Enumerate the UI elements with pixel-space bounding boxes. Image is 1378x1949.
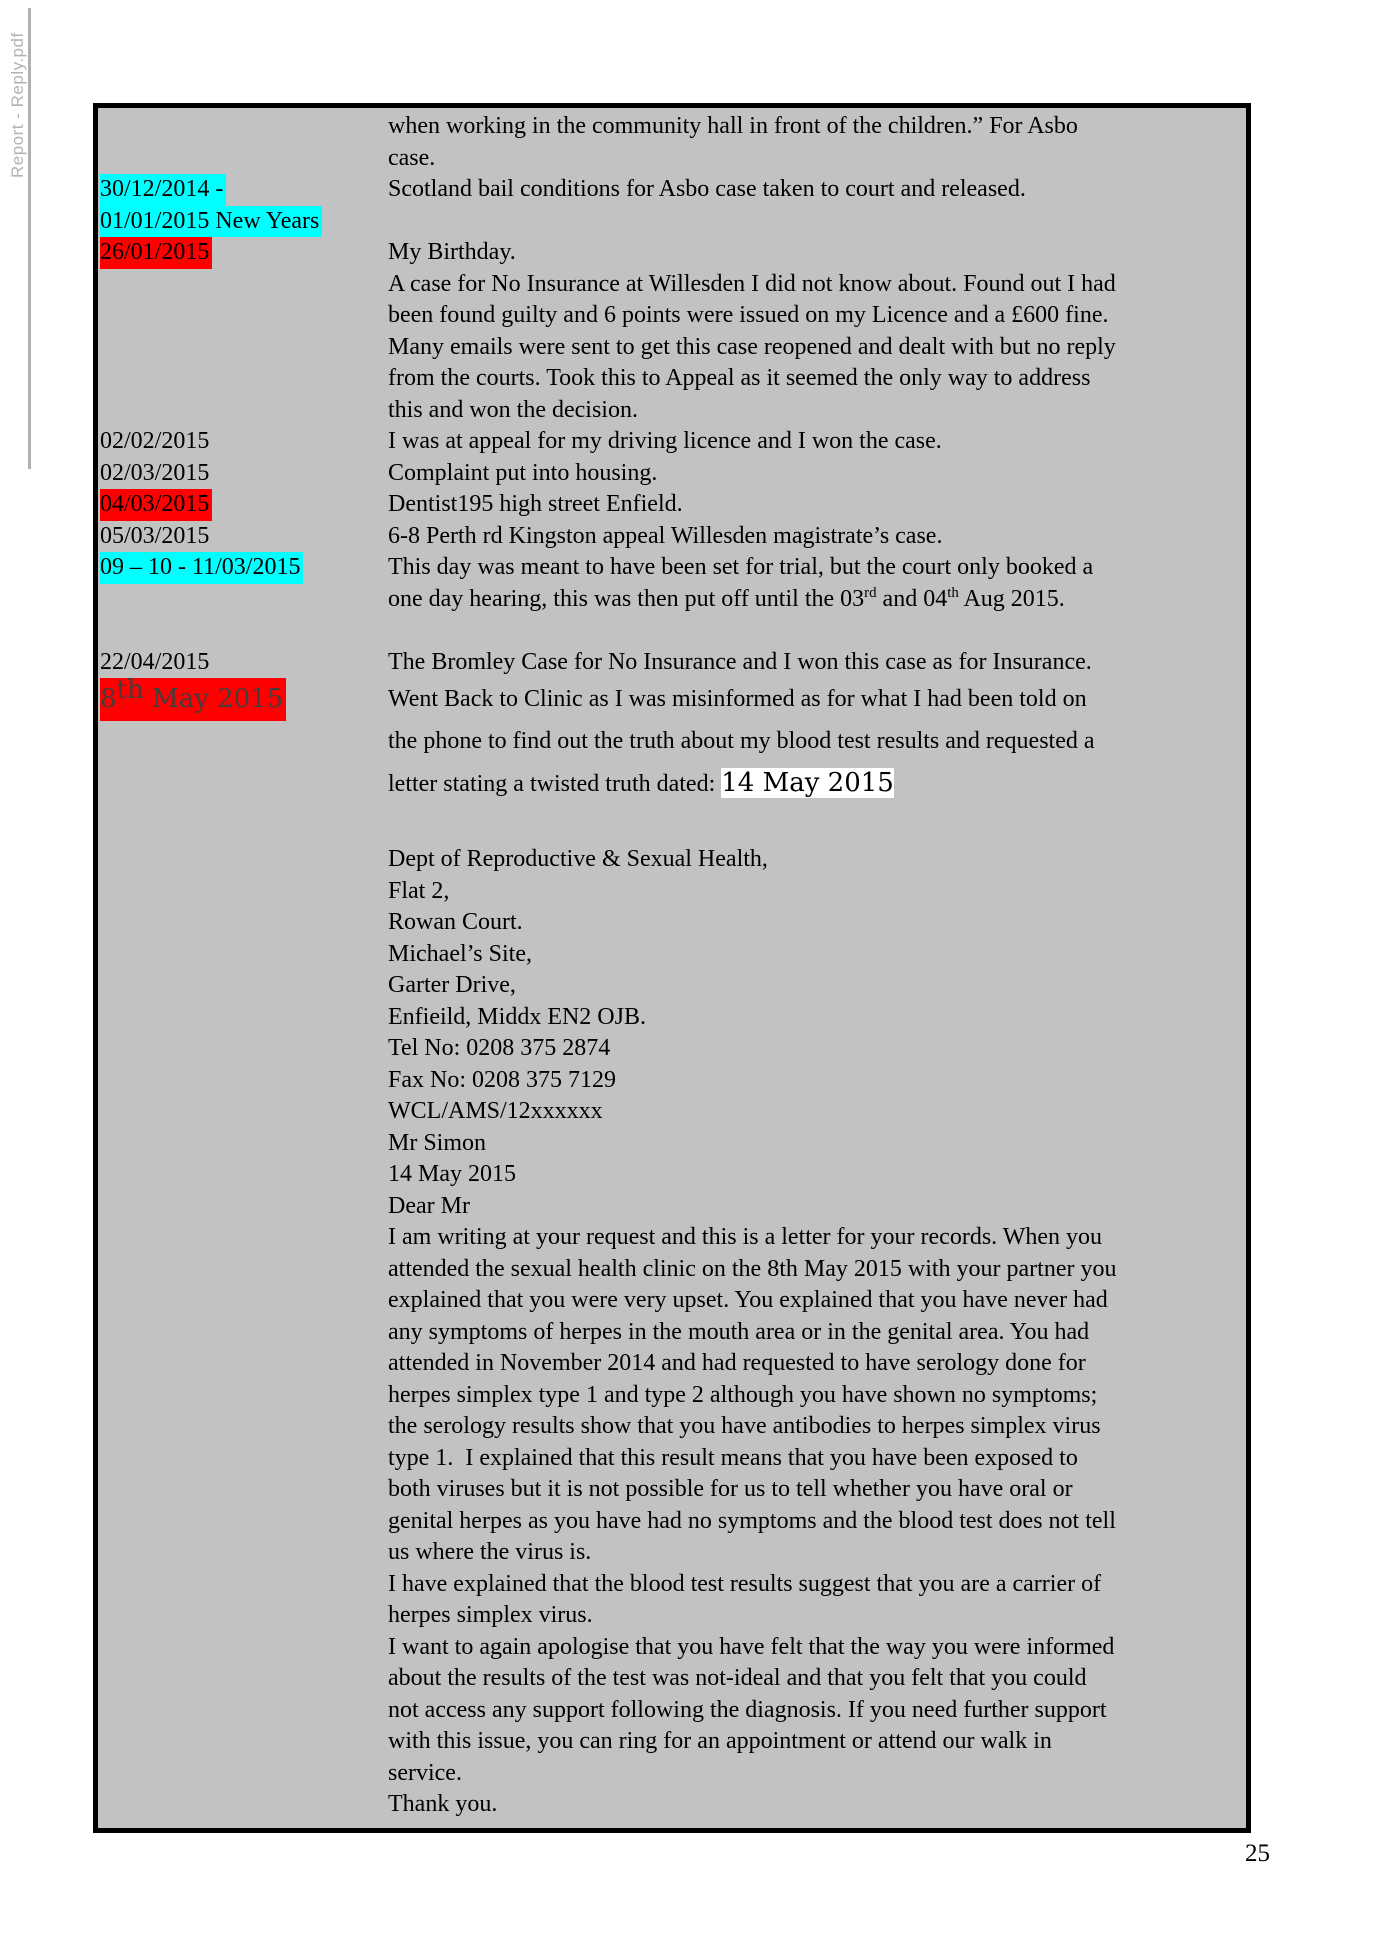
line-text: [388, 1537, 1246, 1569]
text-segment: Complaint put into housing.: [388, 459, 658, 486]
text-segment: attended in November 2014 and had requested to have serology done for: [388, 1350, 1086, 1376]
document-row: [100, 1443, 1246, 1475]
document-row: [100, 552, 1246, 584]
text-segment: Enfieild, Middx EN2 OJB.: [388, 1003, 646, 1030]
line-text: [388, 1254, 1246, 1286]
line-text: [388, 1569, 1246, 1601]
date-label: [100, 237, 212, 269]
line-text: [388, 1758, 1246, 1790]
blank-line: [100, 804, 1246, 844]
line-text: [388, 300, 1246, 332]
line-text: [388, 1474, 1246, 1506]
document-row: [100, 1096, 1246, 1128]
document-row: [100, 1474, 1246, 1506]
page-number: 25: [1245, 1840, 1270, 1867]
line-text: [388, 1380, 1246, 1412]
document-row: [100, 1128, 1246, 1160]
text-segment: Dept of Reproductive & Sexual Health,: [388, 846, 768, 872]
line-text: [388, 1159, 1246, 1191]
line-text: [388, 111, 1246, 143]
text-segment: My Birthday.: [388, 239, 516, 265]
date-label: [100, 458, 212, 490]
document-row: [100, 1002, 1246, 1034]
line-text: [388, 1632, 1246, 1664]
document-row: [100, 458, 1246, 490]
text-segment: 14 May 2015: [388, 1161, 516, 1187]
text-segment: A case for No Insurance at Willesden I did not know about. Found out I had: [388, 270, 1116, 297]
line-text: [388, 1443, 1246, 1475]
text-segment: I want to again apologise that you have felt that the way you were informed: [388, 1633, 1115, 1660]
text-segment: from the courts. Took this to Appeal as it seemed the only way to address: [388, 365, 1091, 391]
text-segment: 09 – 10 - 11/03/2015: [100, 554, 301, 580]
line-text: [388, 876, 1246, 908]
line-text: [388, 1663, 1246, 1695]
line-text: [388, 678, 1246, 720]
text-segment: both viruses but it is not possible for us to tell whether you have oral or: [388, 1476, 1073, 1502]
line-text: [388, 1411, 1246, 1443]
line-text: [388, 237, 1246, 269]
text-segment: 05/03/2015: [100, 522, 210, 549]
text-segment: letter stating a twisted truth dated:: [388, 771, 722, 797]
document-row: [100, 876, 1246, 908]
line-text: [388, 1348, 1246, 1380]
text-segment: this and won the decision.: [388, 396, 638, 423]
document-row: [100, 1191, 1246, 1223]
line-text: [388, 762, 1246, 805]
document-row: [100, 1569, 1246, 1601]
text-segment: 01/01/2015 New Years: [100, 207, 320, 234]
document-row: [100, 1411, 1246, 1443]
document-row: [100, 395, 1246, 427]
line-text: [388, 1726, 1246, 1758]
text-segment: herpes simplex type 1 and type 2 although you have shown no symptoms;: [388, 1381, 1098, 1408]
line-text: [388, 970, 1246, 1002]
document-row: [100, 1159, 1246, 1191]
line-text: [388, 1600, 1246, 1632]
text-segment: any symptoms of herpes in the mouth area or in the genital area. You had: [388, 1318, 1090, 1345]
text-segment: May 2015: [143, 684, 284, 714]
document-row: [100, 939, 1246, 971]
document-row: [100, 1317, 1246, 1349]
document-row: [100, 111, 1246, 143]
text-segment: Mr Simon: [388, 1129, 487, 1156]
line-text: [388, 143, 1246, 175]
text-segment: I have explained that the blood test results suggest that you are a carrier of: [388, 1570, 1102, 1597]
line-text: [388, 363, 1246, 395]
line-text: [388, 489, 1246, 521]
document-row: [100, 720, 1246, 762]
text-segment: case.: [388, 144, 436, 171]
text-segment: herpes simplex virus.: [388, 1602, 593, 1628]
text-segment: and 04: [876, 585, 948, 612]
document-content: [100, 111, 1246, 1821]
document-row: [100, 237, 1246, 269]
line-text: [388, 584, 1246, 616]
text-segment: Scotland bail conditions for Asbo case taken to court and released.: [388, 176, 1026, 202]
line-text: [388, 1033, 1246, 1065]
document-row: [100, 1789, 1246, 1821]
line-text: [388, 1191, 1246, 1223]
document-row: [100, 1348, 1246, 1380]
text-segment: Flat 2,: [388, 877, 450, 904]
text-segment: when working in the community hall in front of the children.” For Asbo: [388, 113, 1078, 139]
document-row: [100, 584, 1246, 616]
text-segment: Dentist195 high street Enfield.: [388, 491, 683, 517]
line-text: [388, 844, 1246, 876]
document-row: [100, 1033, 1246, 1065]
text-segment: attended the sexual health clinic on the 8th May 2015 with your partner you: [388, 1255, 1117, 1282]
line-text: [388, 174, 1246, 206]
date-label: [100, 206, 322, 238]
date-label: [100, 489, 212, 521]
document-row: [100, 1254, 1246, 1286]
line-text: [388, 1317, 1246, 1349]
text-segment: not access any support following the diagnosis. If you need further support: [388, 1696, 1107, 1723]
line-text: [388, 1285, 1246, 1317]
document-row: [100, 521, 1246, 553]
text-segment: 26/01/2015: [100, 239, 210, 265]
document-row: [100, 300, 1246, 332]
text-segment: 8: [100, 684, 117, 714]
text-segment: Tel No: 0208 375 2874: [388, 1035, 611, 1061]
document-row: [100, 1222, 1246, 1254]
text-segment: 14 May 2015: [721, 768, 894, 798]
superscript-text: th: [116, 675, 144, 705]
line-text: [388, 1222, 1246, 1254]
text-segment: 22/04/2015: [100, 648, 210, 675]
viewer-edge-divider: [28, 8, 31, 469]
text-segment: explained that you were very upset. You explained that you have never had: [388, 1287, 1108, 1313]
line-text: [388, 907, 1246, 939]
line-text: [388, 1128, 1246, 1160]
line-text: [388, 1506, 1246, 1538]
document-row: [100, 174, 1246, 206]
superscript-text: th: [947, 584, 959, 601]
line-text: [388, 395, 1246, 427]
line-text: [388, 521, 1246, 553]
document-row: [100, 675, 1246, 720]
text-segment: one day hearing, this was then put off until the 03: [388, 585, 865, 612]
line-text: [388, 552, 1246, 584]
document-row: [100, 907, 1246, 939]
pdf-filename-vertical-label: Report - Reply.pdf: [8, 32, 27, 178]
line-text: [388, 939, 1246, 971]
date-label: [100, 174, 226, 206]
document-row: [100, 844, 1246, 876]
date-label: [100, 552, 303, 584]
text-segment: Aug 2015.: [958, 585, 1065, 612]
document-row: [100, 762, 1246, 804]
text-segment: Dear Mr: [388, 1192, 470, 1219]
line-text: [388, 647, 1246, 679]
document-row: [100, 1632, 1246, 1664]
date-label: [100, 521, 212, 553]
text-segment: Michael’s Site,: [388, 940, 532, 967]
text-segment: Rowan Court.: [388, 909, 523, 935]
document-row: [100, 269, 1246, 301]
document-row: [100, 332, 1246, 364]
text-segment: I was at appeal for my driving licence and I won the case.: [388, 428, 942, 454]
text-segment: Fax No: 0208 375 7129: [388, 1066, 616, 1093]
text-segment: type 1. I explained that this result means that you have been exposed to: [388, 1444, 1078, 1471]
text-segment: 30/12/2014 -: [100, 176, 224, 202]
line-text: [388, 1695, 1246, 1727]
text-segment: with this issue, you can ring for an appointment or attend our walk in: [388, 1728, 1052, 1754]
document-row: [100, 970, 1246, 1002]
line-text: [388, 1065, 1246, 1097]
line-text: [388, 1002, 1246, 1034]
text-segment: 04/03/2015: [100, 491, 210, 517]
text-segment: been found guilty and 6 points were issued on my Licence and a £600 fine.: [388, 302, 1109, 328]
text-segment: about the results of the test was not-ideal and that you felt that you could: [388, 1665, 1087, 1691]
line-text: [388, 332, 1246, 364]
document-row: [100, 1065, 1246, 1097]
document-row: [100, 426, 1246, 458]
text-segment: Garter Drive,: [388, 972, 516, 998]
text-segment: the phone to find out the truth about my blood test results and requested a: [388, 728, 1095, 754]
document-row: [100, 1537, 1246, 1569]
text-segment: us where the virus is.: [388, 1539, 592, 1565]
text-segment: Many emails were sent to get this case reopened and dealt with but no reply: [388, 333, 1116, 360]
line-text: [388, 458, 1246, 490]
blank-line: [100, 615, 1246, 647]
document-row: [100, 1726, 1246, 1758]
text-segment: WCL/AMS/12xxxxxx: [388, 1098, 603, 1124]
document-page: [93, 103, 1251, 1833]
date-label: [100, 647, 212, 679]
document-row: [100, 363, 1246, 395]
date-label: [100, 675, 286, 721]
text-segment: service.: [388, 1759, 462, 1786]
line-text: [388, 1096, 1246, 1128]
superscript-text: rd: [864, 584, 877, 601]
text-segment: the serology results show that you have antibodies to herpes simplex virus: [388, 1413, 1101, 1439]
document-row: [100, 1695, 1246, 1727]
document-row: [100, 1506, 1246, 1538]
line-text: [388, 269, 1246, 301]
document-row: [100, 206, 1246, 238]
text-segment: Went Back to Clinic as I was misinformed as for what I had been told on: [388, 686, 1087, 712]
document-row: [100, 1380, 1246, 1412]
document-row: [100, 143, 1246, 175]
line-text: [388, 720, 1246, 762]
text-segment: 02/03/2015: [100, 459, 210, 486]
document-row: [100, 1285, 1246, 1317]
text-segment: Thank you.: [388, 1791, 498, 1817]
document-row: [100, 1663, 1246, 1695]
document-row: [100, 1600, 1246, 1632]
text-segment: genital herpes as you have had no symptoms and the blood test does not tell: [388, 1507, 1116, 1534]
line-text: [388, 426, 1246, 458]
line-text: [388, 1789, 1246, 1821]
date-label: [100, 426, 212, 458]
text-segment: 02/02/2015: [100, 428, 210, 454]
text-segment: This day was meant to have been set for trial, but the court only booked a: [388, 554, 1094, 580]
document-row: [100, 1758, 1246, 1790]
text-segment: I am writing at your request and this is a letter for your records. When you: [388, 1224, 1103, 1250]
document-row: [100, 647, 1246, 679]
text-segment: 6-8 Perth rd Kingston appeal Willesden magistrate’s case.: [388, 522, 943, 549]
text-segment: The Bromley Case for No Insurance and I won this case as for Insurance.: [388, 648, 1092, 675]
document-row: [100, 489, 1246, 521]
